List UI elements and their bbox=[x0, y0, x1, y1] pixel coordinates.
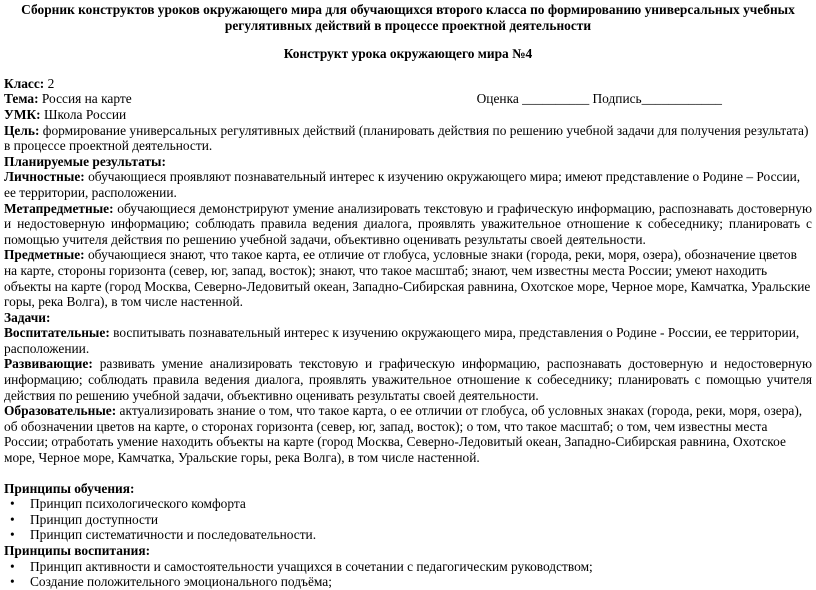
list-item: • Принцип систематичности и последовательности. bbox=[30, 527, 812, 543]
list-item: • Принцип активности и самостоятельности учащихся в сочетании с педагогическим руководством; bbox=[30, 559, 812, 575]
upbringing-principles-list bbox=[4, 559, 812, 590]
class-label: Класс: bbox=[4, 75, 45, 91]
lesson-title: Конструкт урока окружающего мира №4 bbox=[283, 46, 533, 62]
class-line bbox=[4, 76, 812, 92]
class-value: 2 bbox=[47, 75, 55, 91]
list-item: • Принцип доступности bbox=[30, 512, 812, 528]
topic-value: Россия на карте bbox=[41, 91, 132, 107]
goal-label: Цель: bbox=[4, 122, 40, 138]
meta-results bbox=[4, 201, 812, 248]
spacer bbox=[4, 466, 812, 481]
meta-value: обучающиеся демонстрируют умение анализировать текстовую и графическую информацию, распознавать достоверную и недостоверную информацию; соблюдать правила ведения диалога, проявлять уважительное отношение к собеседнику; планировать с помощью учителя действия по решению учебной задачи, объективно оценивать результаты своей деятельности. bbox=[4, 200, 812, 247]
subject-value: обучающиеся знают, что такое карта, ее отличие от глобуса, условные знаки (города, реки, моря, озера), обозначение цветов на карте, стороны горизонта (север, юг, запад, восток); знают, что такое масштаб; знают, чем известны места России; умеют находить объекты на карте (город Москва, Северно-Ледовитый океан, Западно-Сибирская равнина, Охотское море, Черное море, Камчатка, Уральские горы, река Волга), в том числе настенной. bbox=[4, 247, 811, 310]
upbringing-principles-heading: Принципы воспитания: bbox=[4, 543, 151, 558]
personal-results bbox=[4, 169, 812, 200]
educational-task bbox=[4, 403, 812, 465]
meta-label: Метапредметные: bbox=[4, 200, 114, 216]
personal-value: обучающиеся проявляют познавательный интерес к изучению окружающего мира; имеют представление о Родине – России, ее территории, расположении. bbox=[4, 169, 801, 200]
developing-label: Развивающие: bbox=[4, 356, 93, 372]
topic-label: Тема: bbox=[4, 91, 39, 107]
subject-results bbox=[4, 247, 812, 309]
educational-label: Образовательные: bbox=[4, 403, 117, 419]
goal-value: формирование универсальных регулятивных действий (планировать действия по решению учебной задачи для получения результата) в процессе проектной деятельности. bbox=[4, 122, 809, 154]
topic-line bbox=[4, 91, 812, 107]
document-title: Сборник конструктов уроков окружающего мира для обучающихся второго класса по формированию универсальных учебных регулятивных действий в процессе проектной деятельности bbox=[21, 2, 795, 33]
umk-line bbox=[4, 107, 812, 123]
umk-label: УМК: bbox=[4, 106, 41, 122]
developing-value: развивать умение анализировать текстовую и графическую информацию, распознавать достоверную и недостоверную информацию; соблюдать правила ведения диалога, проявлять уважительное отношение к собеседнику; планировать с помощью учителя действия по решению учебной задачи, объективно оценивать результаты своей деятельности. bbox=[4, 356, 812, 403]
upbringing-label: Воспитательные: bbox=[4, 325, 110, 341]
subject-label: Предметные: bbox=[4, 247, 85, 263]
educational-value: актуализировать знание о том, что такое карта, о ее отличии от глобуса, об условных знаках (города, реки, моря, озера), об обозначении цветов на карте, о сторонах горизонта (север, юг, запад, восток); о том, что такое масштаб; о том, чем известны места России; отработать умение находить объекты на карте (город Москва, Северно-Ледовитый океан, Западно-Сибирская равнина, Охотское море, Черное море, Камчатка, Уральские горы, река Волга), в том числе настенной. bbox=[4, 403, 803, 466]
upbringing-task bbox=[4, 325, 812, 356]
teaching-principles-list bbox=[4, 496, 812, 543]
personal-label: Личностные: bbox=[4, 169, 85, 185]
list-item: • Принцип психологического комфорта bbox=[30, 496, 812, 512]
umk-value: Школа России bbox=[44, 106, 127, 122]
results-heading: Планируемые результаты: bbox=[4, 153, 166, 169]
tasks-heading: Задачи: bbox=[4, 309, 51, 325]
goal-paragraph bbox=[4, 123, 812, 154]
upbringing-value: воспитывать познавательный интерес к изучению окружающего мира, представления о Родине - России, ее территории, расположении. bbox=[4, 325, 800, 356]
teaching-principles-heading: Принципы обучения: bbox=[4, 480, 135, 496]
grade-signature-field: Оценка __________ Подпись____________ bbox=[476, 91, 722, 107]
developing-task bbox=[4, 356, 812, 403]
list-item: • Создание положительного эмоционального подъёма; bbox=[30, 574, 812, 590]
